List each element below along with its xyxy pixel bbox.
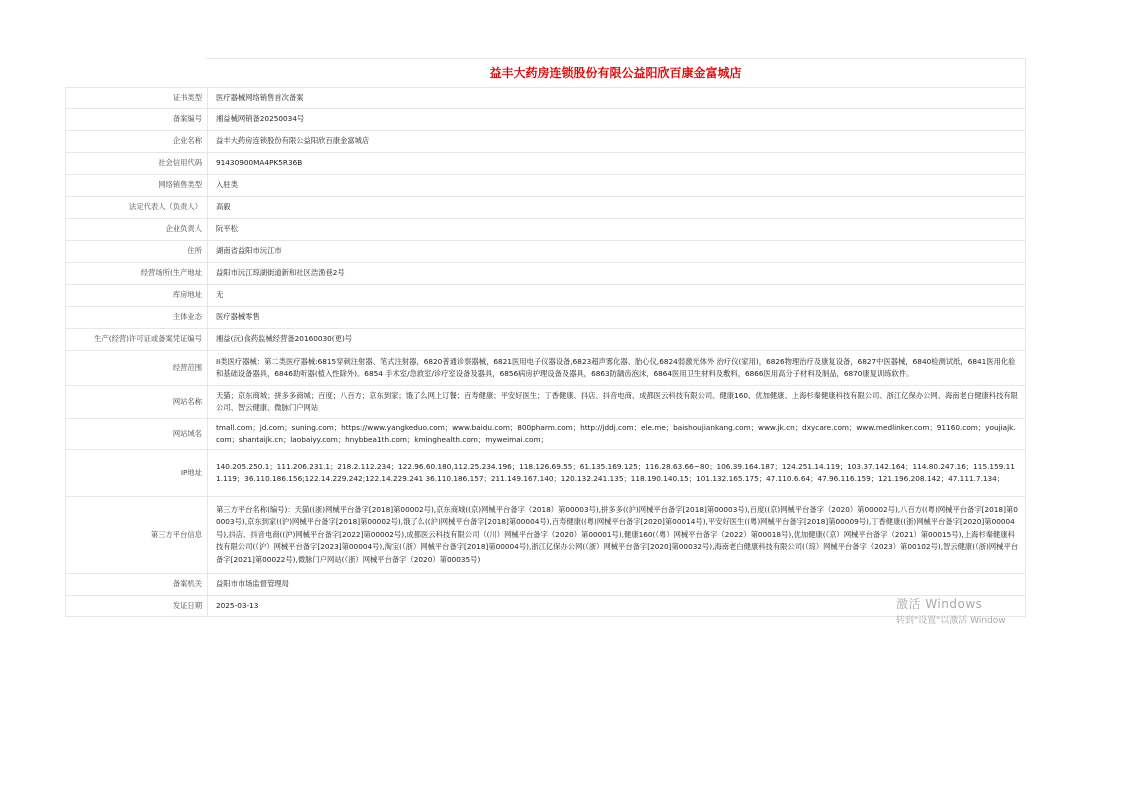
row-value: 91430900MA4PK5R36B: [208, 153, 1026, 175]
row-value: 湘益械网销备20250034号: [208, 109, 1026, 131]
row-value: 湘益(沅)食药监械经营备20160030(更)号: [208, 329, 1026, 351]
row-value: 140.205.250.1；111.206.231.1；218.2.112.234；122.96.60.180,112.25.234.196；118.126.69.55；61.135.169.125；116.28.63.66~80；106.39.164.187；124.251.14.119；103.37.142.164；114.80.247.16；115.159.111.119；36.110.186.156;122.14.229.242;122.14.229.241 36.110.186.157；211.149.167.140；120.132.241.135；118.190.140.15；101.132.165.175；47.110.6.64；47.96.116.159；121.196.208.142；47.111.7.134；: [208, 450, 1026, 497]
row-label: 经营范围: [66, 351, 208, 386]
row-label: 生产(经营)许可证或备案凭证编号: [66, 329, 208, 351]
record-table-body: [66, 88, 1026, 617]
row-value: 益阳市市场监督管理局: [208, 574, 1026, 596]
table-row: [66, 386, 1026, 419]
table-row: [66, 241, 1026, 263]
certificate-sheet: [65, 58, 1026, 617]
row-label: IP地址: [66, 450, 208, 497]
table-row: [66, 175, 1026, 197]
row-label: 企业名称: [66, 131, 208, 153]
row-value: 入驻类: [208, 175, 1026, 197]
table-row: [66, 419, 1026, 450]
row-value: 第三方平台名称(编号)：天猫((浙)网械平台备字[2018]第00002号),京东商城((京)网械平台备字（2018）第00003号),拼多多((沪)网械平台备字[2018]第00003号),百度((京)网械平台备字（2020）第00002号),八百方((粤)网械平台备字[2018]第00003号),京东到家((沪)网械平台备字[2018]第00002号),饿了么((沪)网械平台备字[2018]第00004号),百寿健康((粤)网械平台备字[2020]第00014号),平安好医生((粤)网械平台备字[2018]第00009号),丁香健康((浙)网械平台备字[2020]第00004号),抖店、抖音电商((沪)网械平台备字[2022]第00002号),成都医云科技有限公司（(川）网械平台备字（2020）第00001号),健康160(（粤）网械平台备字（2022）第00018号),优加健康(（京）网械平台备字（2021）第00015号),上海杉秦健康科技有限公司(（沪）网械平台备字[2023]第00004号),淘宝(（浙）网械平台备字[2018]第00004号),浙江亿保办公网(（浙）网械平台备字[2020]第00032号),海南老白健康科技有限公司(（琼）网械平台备字（2023）第00102号),智云健康(（浙)网械平台备字[2021]第00022号),微脉门户网站(（浙）网械平台备字（2020）第00035号): [208, 497, 1026, 574]
table-row: [66, 131, 1026, 153]
table-row: [66, 285, 1026, 307]
row-value: tmall.com；jd.com；suning.com；https://www.yangkeduo.com；www.baidu.com；800pharm.com；http://jddj.com；ele.me；baishoujiankang.com；www.jk.cn；dxycare.com；www.medlinker.com；91160.com；youjiajk.com；shantaijk.cn；laobaiyy.com；hnybbea1th.com；kminghealth.com；myweimai.com；: [208, 419, 1026, 450]
row-label: 主体业态: [66, 307, 208, 329]
row-label: 社会信用代码: [66, 153, 208, 175]
row-value: 湖南省益阳市沅江市: [208, 241, 1026, 263]
table-row: [66, 197, 1026, 219]
table-row: [66, 351, 1026, 386]
row-label: 法定代表人（负责人）: [66, 197, 208, 219]
table-row: [66, 153, 1026, 175]
table-row: [66, 263, 1026, 285]
row-label: 网站域名: [66, 419, 208, 450]
row-label: 备案编号: [66, 109, 208, 131]
row-value: 无: [208, 285, 1026, 307]
table-row: [66, 329, 1026, 351]
table-row: [66, 219, 1026, 241]
row-label: 住所: [66, 241, 208, 263]
row-value: II类医疗器械：第二类医疗器械:6815穿刺注射器、笔式注射器，6820普通诊察器械，6821医用电子仪器设备,6823超声雾化器、胎心仪,6824弱激光体外 治疗仪(家用)，6826物理治疗及康复设备，6827中医器械，6840检测试纸，6841医用化验和基础设备器具，6846助听器(植入性除外)。6854 手术室/急救室/诊疗室设备及器具，6856病房护理设备及器具，6863防龋齿泡沫，6864医用卫生材料及敷料，6866医用高分子材料及制品，6870康复训练软件。: [208, 351, 1026, 386]
row-label: 第三方平台信息: [66, 497, 208, 574]
watermark-title: 激活 Windows: [896, 597, 983, 611]
row-label: 库房地址: [66, 285, 208, 307]
row-label: 证书类型: [66, 88, 208, 109]
row-label: 网站名称: [66, 386, 208, 419]
row-value: 医疗器械零售: [208, 307, 1026, 329]
table-row: [66, 109, 1026, 131]
row-label: 发证日期: [66, 596, 208, 617]
row-value: 益丰大药房连锁股份有限公益阳欣百康金富城店: [208, 131, 1026, 153]
row-value: 高毅: [208, 197, 1026, 219]
row-value: 2025-03-13: [208, 596, 1026, 617]
table-row: [66, 596, 1026, 617]
table-row: [66, 574, 1026, 596]
table-row: [66, 450, 1026, 497]
record-table: [65, 87, 1026, 617]
row-value: 医疗器械网络销售首次备案: [208, 88, 1026, 109]
row-value: 阮平松: [208, 219, 1026, 241]
table-row: [66, 88, 1026, 109]
row-value: 天猫；京东商城；拼多多商城；百度；八百方；京东到家；饿了么网上订餐；百寿健康；平安好医生；丁香健康、抖店、抖音电商、成都医云科技有限公司、健康160、优加健康、上海杉秦健康科技有限公司、浙江亿保办公网、海南老白健康科技有限公司、智云健康、微脉门户网站: [208, 386, 1026, 419]
row-value: 益阳市沅江琼湖街道新和社区浩渔巷2号: [208, 263, 1026, 285]
table-row: [66, 307, 1026, 329]
table-row: [66, 497, 1026, 574]
row-label: 备案机关: [66, 574, 208, 596]
row-label: 企业负责人: [66, 219, 208, 241]
store-title: 益丰大药房连锁股份有限公益阳欣百康金富城店: [206, 58, 1026, 87]
row-label: 网络销售类型: [66, 175, 208, 197]
watermark-subtitle: 转到"设置"以激活 Window: [896, 616, 1006, 626]
row-label: 经营场所(生产地址: [66, 263, 208, 285]
